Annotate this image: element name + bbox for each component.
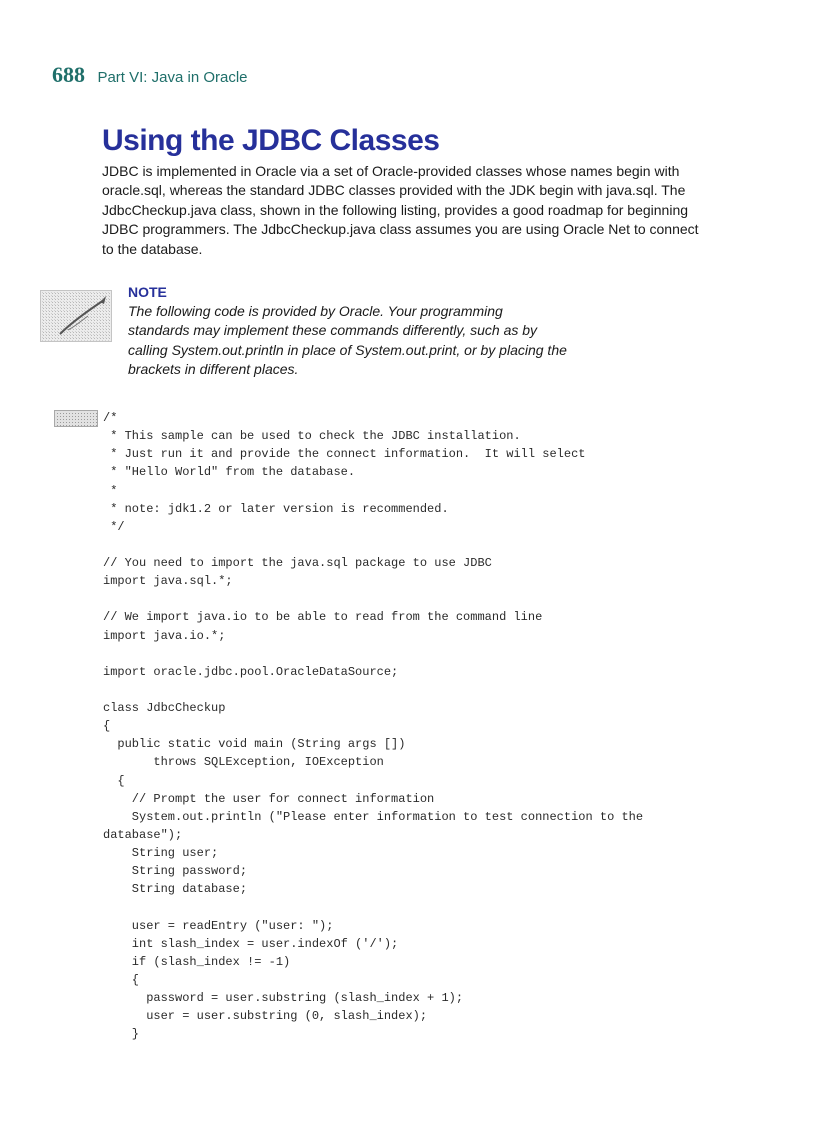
note-heading: NOTE — [128, 284, 167, 300]
note-icon — [40, 290, 112, 342]
note-text: The following code is provided by Oracle. Your programming standards may implement these commands differently, such as by calling System.out.println in place of System.out.print, or by placing the brackets in different places. — [128, 303, 567, 378]
intro-paragraph: JDBC is implemented in Oracle via a set of Oracle-provided classes whose names begin with oracle.sql, whereas the standard JDBC classes provided with the JDK begin with java.sql. The JdbcCheckup.java class, shown in the following listing, provides a good roadmap for beginning JDBC programmers. The JdbcCheckup.java class assumes you are using Oracle Net to connect to the database. — [102, 163, 699, 257]
section-title: Using the JDBC Classes — [102, 124, 440, 157]
running-header: Part VI: Java in Oracle — [97, 69, 248, 86]
page-header — [52, 62, 248, 88]
code-listing-icon — [54, 410, 98, 427]
code-listing: /* * This sample can be used to check the JDBC installation. * Just run it and provide the connect information. It will select * "Hello World" from the database. * * note: jdk1.2 or later version is recommended. */ // You need to import the java.sql package to use JDBC import java.sql.*; // We import java.io to be able to read from the command line import java.io.*; import oracle.jdbc.pool.OracleDataSource; class JdbcCheckup { public static void main (String args []) throws SQLException, IOException { // Prompt the user for connect information System.out.println ("Please enter information to test connection to the database"); String user; String password; String database; user = readEntry ("user: "); int slash_index = user.indexOf ('/'); if (slash_index != -1) { password = user.substring (slash_index + 1); user = user.substring (0, slash_index); } — [103, 411, 644, 1042]
page-number: 688 — [52, 62, 85, 87]
